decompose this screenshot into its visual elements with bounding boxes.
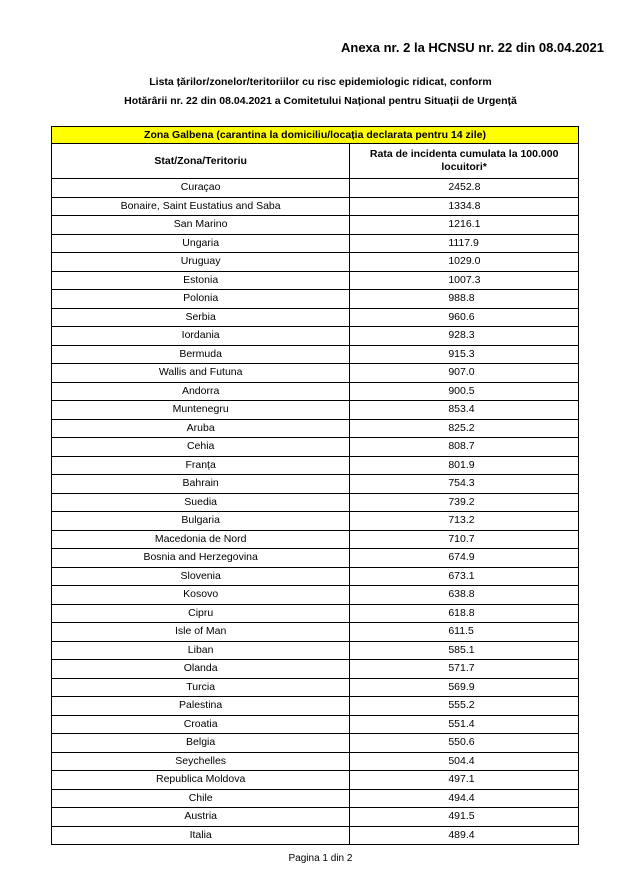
country-cell: Croatia (52, 715, 350, 734)
rate-cell: 1007.3 (350, 271, 579, 290)
country-cell: Ungaria (52, 234, 350, 253)
country-cell: Republica Moldova (52, 771, 350, 790)
rate-cell: 853.4 (350, 401, 579, 420)
rate-cell: 825.2 (350, 419, 579, 438)
table-row (52, 345, 579, 364)
page-number: Pagina 1 din 2 (288, 853, 353, 864)
rate-cell: 1029.0 (350, 253, 579, 272)
table-row (52, 308, 579, 327)
table-row (52, 512, 579, 531)
country-cell: San Marino (52, 216, 350, 235)
rate-cell: 555.2 (350, 697, 579, 716)
rate-cell: 674.9 (350, 549, 579, 568)
column-header-rate: Rata de incidenta cumulata la 100.000 locuitori* (350, 144, 579, 179)
country-cell: Belgia (52, 734, 350, 753)
country-cell: Bulgaria (52, 512, 350, 531)
zone-header-row (52, 127, 579, 144)
table-row (52, 789, 579, 808)
table-row (52, 438, 579, 457)
rate-cell: 551.4 (350, 715, 579, 734)
table-row (52, 253, 579, 272)
country-cell: Chile (52, 789, 350, 808)
country-cell: Turcia (52, 678, 350, 697)
rate-cell: 928.3 (350, 327, 579, 346)
rate-cell: 713.2 (350, 512, 579, 531)
rate-cell: 489.4 (350, 826, 579, 845)
rate-cell: 801.9 (350, 456, 579, 475)
country-cell: Muntenegru (52, 401, 350, 420)
country-cell: Olanda (52, 660, 350, 679)
country-cell: Cehia (52, 438, 350, 457)
table-row (52, 586, 579, 605)
country-cell: Macedonia de Nord (52, 530, 350, 549)
table-body (52, 179, 579, 845)
table-row (52, 419, 579, 438)
rate-cell: 907.0 (350, 364, 579, 383)
table-row (52, 475, 579, 494)
rate-cell: 569.9 (350, 678, 579, 697)
table-row (52, 604, 579, 623)
table-row (52, 197, 579, 216)
country-cell: Aruba (52, 419, 350, 438)
table-row (52, 567, 579, 586)
country-cell: Iordania (52, 327, 350, 346)
rate-cell: 808.7 (350, 438, 579, 457)
column-header-row (52, 144, 579, 179)
rate-cell: 585.1 (350, 641, 579, 660)
table-row (52, 752, 579, 771)
rate-cell: 497.1 (350, 771, 579, 790)
country-cell: Wallis and Futuna (52, 364, 350, 383)
rate-cell: 988.8 (350, 290, 579, 309)
table-row (52, 771, 579, 790)
table-row (52, 808, 579, 827)
country-cell: Serbia (52, 308, 350, 327)
country-cell: Italia (52, 826, 350, 845)
country-cell: Liban (52, 641, 350, 660)
risk-countries-table (51, 126, 579, 845)
country-cell: Polonia (52, 290, 350, 309)
subtitle-line-1: Lista țărilor/zonelor/teritoriilor cu risc epidemiologic ridicat, conform (149, 76, 492, 88)
rate-cell: 900.5 (350, 382, 579, 401)
country-cell: Suedia (52, 493, 350, 512)
table-row (52, 179, 579, 198)
rate-cell: 638.8 (350, 586, 579, 605)
table-row (52, 715, 579, 734)
table-row (52, 530, 579, 549)
table-row (52, 641, 579, 660)
rate-cell: 1216.1 (350, 216, 579, 235)
rate-cell: 494.4 (350, 789, 579, 808)
table-row (52, 456, 579, 475)
subtitle-line-2: Hotărârii nr. 22 din 08.04.2021 a Comitetului Național pentru Situații de Urgență (124, 95, 517, 107)
rate-cell: 754.3 (350, 475, 579, 494)
rate-cell: 611.5 (350, 623, 579, 642)
country-cell: Bahrain (52, 475, 350, 494)
rate-cell: 673.1 (350, 567, 579, 586)
country-cell: Kosovo (52, 586, 350, 605)
rate-cell: 504.4 (350, 752, 579, 771)
table-row (52, 271, 579, 290)
country-cell: Curaçao (52, 179, 350, 198)
country-cell: Bosnia and Herzegovina (52, 549, 350, 568)
country-cell: Bermuda (52, 345, 350, 364)
table-row (52, 216, 579, 235)
rate-cell: 1117.9 (350, 234, 579, 253)
country-cell: Cipru (52, 604, 350, 623)
table-row (52, 549, 579, 568)
country-cell: Franța (52, 456, 350, 475)
table-row (52, 734, 579, 753)
table-row (52, 290, 579, 309)
table-row (52, 327, 579, 346)
table-row (52, 660, 579, 679)
country-cell: Palestina (52, 697, 350, 716)
annex-title: Anexa nr. 2 la HCNSU nr. 22 din 08.04.2021 (340, 40, 604, 55)
rate-cell: 2452.8 (350, 179, 579, 198)
table-row (52, 697, 579, 716)
table-row (52, 234, 579, 253)
rate-cell: 571.7 (350, 660, 579, 679)
table-row (52, 623, 579, 642)
country-cell: Bonaire, Saint Eustatius and Saba (52, 197, 350, 216)
table-row (52, 678, 579, 697)
country-cell: Uruguay (52, 253, 350, 272)
country-cell: Andorra (52, 382, 350, 401)
country-cell: Slovenia (52, 567, 350, 586)
rate-cell: 915.3 (350, 345, 579, 364)
table-row (52, 401, 579, 420)
table-row (52, 382, 579, 401)
rate-cell: 960.6 (350, 308, 579, 327)
table-row (52, 493, 579, 512)
rate-cell: 1334.8 (350, 197, 579, 216)
country-cell: Estonia (52, 271, 350, 290)
table-row (52, 364, 579, 383)
country-cell: Isle of Man (52, 623, 350, 642)
rate-cell: 710.7 (350, 530, 579, 549)
table-row (52, 826, 579, 845)
rate-cell: 618.8 (350, 604, 579, 623)
zone-title: Zona Galbena (carantina la domiciliu/locația declarata pentru 14 zile) (52, 127, 579, 144)
country-cell: Austria (52, 808, 350, 827)
rate-cell: 491.5 (350, 808, 579, 827)
rate-cell: 550.6 (350, 734, 579, 753)
country-cell: Seychelles (52, 752, 350, 771)
rate-cell: 739.2 (350, 493, 579, 512)
column-header-country: Stat/Zona/Teritoriu (52, 144, 350, 179)
